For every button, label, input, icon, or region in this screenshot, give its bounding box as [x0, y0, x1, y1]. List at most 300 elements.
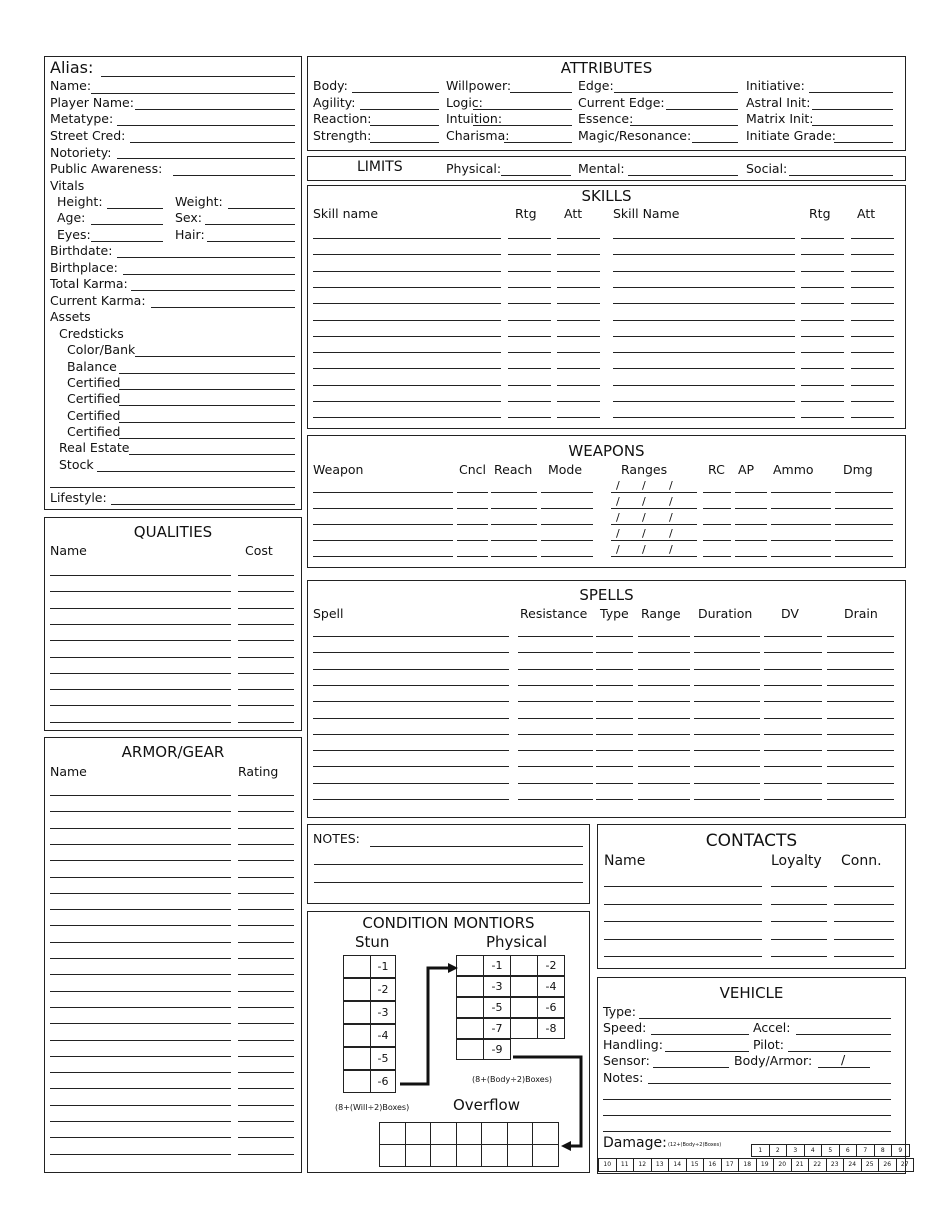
spell-row-7-col-2[interactable] [518, 734, 593, 735]
armor-row-21-col-1[interactable] [50, 1121, 231, 1122]
spell-row-9-col-7[interactable] [827, 766, 894, 767]
spell-row-5-col-7[interactable] [827, 701, 894, 702]
skill-row-4-col-2[interactable] [508, 287, 551, 288]
attr-col1-field-2[interactable] [360, 109, 439, 110]
quality-row-3-col-1[interactable] [50, 608, 231, 609]
armor-row-22-col-2[interactable] [238, 1137, 294, 1138]
spell-row-8-col-7[interactable] [827, 750, 894, 751]
contact-row-3-col-3[interactable] [834, 921, 894, 922]
vehicle-damage-box-11[interactable]: 11 [616, 1158, 635, 1172]
spell-row-10-col-2[interactable] [518, 783, 593, 784]
skill-row-7-col-1[interactable] [313, 336, 501, 337]
attr-col2-field-1[interactable] [510, 92, 572, 93]
armor-row-18-col-2[interactable] [238, 1072, 294, 1073]
stun-modifier-3[interactable]: -3 [370, 1001, 396, 1024]
vehicle-damage-box-25[interactable]: 25 [861, 1158, 880, 1172]
weapon-row-5-col-6[interactable] [703, 556, 731, 557]
armor-row-16-col-2[interactable] [238, 1040, 294, 1041]
contact-row-2-col-3[interactable] [834, 904, 894, 905]
quality-row-9-col-2[interactable] [238, 705, 294, 706]
weapon-row-3-col-3[interactable] [491, 524, 537, 525]
lifestyle-field[interactable] [111, 504, 295, 505]
weapon-row-4-col-9[interactable] [835, 540, 893, 541]
armor-row-8-col-2[interactable] [238, 909, 294, 910]
sex-field[interactable] [205, 224, 295, 225]
armor-row-15-col-2[interactable] [238, 1023, 294, 1024]
attr-col3-field-4[interactable] [692, 142, 738, 143]
spell-row-6-col-4[interactable] [638, 718, 690, 719]
skill-row-5-col-5[interactable] [801, 303, 844, 304]
quality-row-10-col-2[interactable] [238, 722, 294, 723]
contact-row-3-col-1[interactable] [604, 921, 762, 922]
spell-row-6-col-6[interactable] [764, 718, 822, 719]
spell-row-10-col-5[interactable] [694, 783, 760, 784]
spell-row-5-col-4[interactable] [638, 701, 690, 702]
spell-row-7-col-4[interactable] [638, 734, 690, 735]
armor-row-18-col-1[interactable] [50, 1072, 231, 1073]
quality-row-4-col-1[interactable] [50, 624, 231, 625]
vehicle-damage-box-19[interactable]: 19 [756, 1158, 775, 1172]
contact-row-4-col-2[interactable] [771, 939, 827, 940]
limits-physical-field[interactable] [501, 175, 571, 176]
contact-row-4-col-1[interactable] [604, 939, 762, 940]
overflow-box-14[interactable] [532, 1144, 559, 1167]
armor-row-10-col-1[interactable] [50, 942, 231, 943]
weapon-row-5-col-5[interactable] [611, 556, 697, 557]
skill-row-4-col-5[interactable] [801, 287, 844, 288]
quality-row-9-col-1[interactable] [50, 705, 231, 706]
color-bank-field[interactable] [135, 356, 295, 357]
skill-row-2-col-5[interactable] [801, 254, 844, 255]
stun-box-6[interactable] [343, 1070, 371, 1093]
skill-row-6-col-5[interactable] [801, 320, 844, 321]
attr-col4-field-4[interactable] [834, 142, 893, 143]
skill-row-5-col-2[interactable] [508, 303, 551, 304]
vehicle-accel-field[interactable] [796, 1034, 891, 1035]
weapon-row-1-col-3[interactable] [491, 492, 537, 493]
spell-row-5-col-2[interactable] [518, 701, 593, 702]
overflow-box-13[interactable] [507, 1144, 534, 1167]
armor-row-12-col-2[interactable] [238, 974, 294, 975]
name-field[interactable] [91, 93, 295, 94]
spell-row-1-col-6[interactable] [764, 636, 822, 637]
skill-row-1-col-3[interactable] [557, 238, 600, 239]
overflow-box-12[interactable] [481, 1144, 508, 1167]
weapon-row-3-col-6[interactable] [703, 524, 731, 525]
spell-row-11-col-4[interactable] [638, 799, 690, 800]
vehicle-body-armor-field[interactable] [818, 1067, 870, 1068]
limits-social-field[interactable] [789, 175, 893, 176]
vehicle-type-field[interactable] [639, 1018, 891, 1019]
physical-modifier-b-3[interactable]: -6 [537, 997, 565, 1018]
stock-field-extra[interactable] [50, 487, 295, 488]
spell-row-10-col-3[interactable] [596, 783, 633, 784]
skill-row-3-col-5[interactable] [801, 271, 844, 272]
birthplace-field[interactable] [123, 274, 295, 275]
armor-row-19-col-2[interactable] [238, 1088, 294, 1089]
weapon-row-5-col-2[interactable] [457, 556, 488, 557]
spell-row-4-col-5[interactable] [694, 685, 760, 686]
spell-row-5-col-5[interactable] [694, 701, 760, 702]
attr-col4-field-2[interactable] [812, 109, 893, 110]
weapon-row-4-col-4[interactable] [541, 540, 593, 541]
notes-line-1[interactable] [370, 846, 583, 847]
skill-row-1-col-5[interactable] [801, 238, 844, 239]
weapon-row-1-col-1[interactable] [313, 492, 453, 493]
spell-row-9-col-5[interactable] [694, 766, 760, 767]
vehicle-damage-box-3[interactable]: 3 [786, 1144, 805, 1157]
spell-row-3-col-4[interactable] [638, 669, 690, 670]
skill-row-12-col-1[interactable] [313, 417, 501, 418]
physical-modifier-a-5[interactable]: -9 [483, 1039, 511, 1060]
spell-row-2-col-5[interactable] [694, 652, 760, 653]
vehicle-notes-line-3[interactable] [603, 1115, 891, 1116]
notes-line-2[interactable] [314, 864, 583, 865]
player-name-field[interactable] [135, 109, 295, 110]
weapon-row-4-col-2[interactable] [457, 540, 488, 541]
weapon-row-3-col-1[interactable] [313, 524, 453, 525]
birthdate-field[interactable] [117, 257, 295, 258]
overflow-box-6[interactable] [507, 1122, 534, 1145]
stock-field[interactable] [97, 471, 295, 472]
skill-row-7-col-5[interactable] [801, 336, 844, 337]
vehicle-notes-line-4[interactable] [603, 1131, 891, 1132]
armor-row-14-col-2[interactable] [238, 1007, 294, 1008]
spell-row-2-col-4[interactable] [638, 652, 690, 653]
skill-row-2-col-3[interactable] [557, 254, 600, 255]
weapon-row-3-col-7[interactable] [735, 524, 767, 525]
hair-field[interactable] [207, 241, 295, 242]
contact-row-3-col-2[interactable] [771, 921, 827, 922]
current-karma-field[interactable] [151, 307, 295, 308]
skill-row-7-col-2[interactable] [508, 336, 551, 337]
attr-col1-field-4[interactable] [370, 142, 439, 143]
vehicle-notes-line-1[interactable] [648, 1083, 891, 1084]
stun-box-3[interactable] [343, 1001, 371, 1024]
overflow-box-2[interactable] [405, 1122, 432, 1145]
vehicle-damage-box-9[interactable]: 9 [891, 1144, 910, 1157]
overflow-box-3[interactable] [430, 1122, 457, 1145]
spell-row-3-col-7[interactable] [827, 669, 894, 670]
vehicle-damage-box-17[interactable]: 17 [721, 1158, 740, 1172]
stun-box-5[interactable] [343, 1047, 371, 1070]
quality-row-3-col-2[interactable] [238, 608, 294, 609]
spell-row-4-col-6[interactable] [764, 685, 822, 686]
skill-row-3-col-2[interactable] [508, 271, 551, 272]
overflow-box-11[interactable] [456, 1144, 483, 1167]
vehicle-damage-box-23[interactable]: 23 [826, 1158, 845, 1172]
physical-box-a-5[interactable] [456, 1039, 484, 1060]
stun-modifier-6[interactable]: -6 [370, 1070, 396, 1093]
weapon-row-3-col-4[interactable] [541, 524, 593, 525]
attr-col2-field-4[interactable] [504, 142, 572, 143]
skill-row-9-col-3[interactable] [557, 368, 600, 369]
spell-row-11-col-5[interactable] [694, 799, 760, 800]
stun-box-1[interactable] [343, 955, 371, 978]
skill-row-11-col-2[interactable] [508, 401, 551, 402]
armor-row-7-col-2[interactable] [238, 893, 294, 894]
physical-box-b-1[interactable] [510, 955, 538, 976]
overflow-box-5[interactable] [481, 1122, 508, 1145]
spell-row-8-col-5[interactable] [694, 750, 760, 751]
vehicle-damage-box-4[interactable]: 4 [804, 1144, 823, 1157]
attr-col1-field-3[interactable] [370, 125, 439, 126]
physical-modifier-b-1[interactable]: -2 [537, 955, 565, 976]
armor-row-4-col-1[interactable] [50, 844, 231, 845]
stun-modifier-2[interactable]: -2 [370, 978, 396, 1001]
skill-row-8-col-6[interactable] [851, 352, 894, 353]
skill-row-5-col-1[interactable] [313, 303, 501, 304]
quality-row-2-col-2[interactable] [238, 591, 294, 592]
spell-row-6-col-7[interactable] [827, 718, 894, 719]
skill-row-8-col-5[interactable] [801, 352, 844, 353]
armor-row-14-col-1[interactable] [50, 1007, 231, 1008]
spell-row-7-col-3[interactable] [596, 734, 633, 735]
attr-col3-field-1[interactable] [614, 92, 738, 93]
weapon-row-4-col-8[interactable] [771, 540, 831, 541]
spell-row-11-col-3[interactable] [596, 799, 633, 800]
physical-box-a-3[interactable] [456, 997, 484, 1018]
spell-row-8-col-1[interactable] [313, 750, 509, 751]
armor-row-1-col-1[interactable] [50, 795, 231, 796]
spell-row-3-col-6[interactable] [764, 669, 822, 670]
skill-row-2-col-1[interactable] [313, 254, 501, 255]
weapon-row-3-col-8[interactable] [771, 524, 831, 525]
skill-row-8-col-2[interactable] [508, 352, 551, 353]
physical-box-a-2[interactable] [456, 976, 484, 997]
spell-row-2-col-3[interactable] [596, 652, 633, 653]
spell-row-4-col-1[interactable] [313, 685, 509, 686]
skill-row-3-col-6[interactable] [851, 271, 894, 272]
spell-row-2-col-2[interactable] [518, 652, 593, 653]
vehicle-sensor-field[interactable] [653, 1067, 729, 1068]
skill-row-3-col-1[interactable] [313, 271, 501, 272]
overflow-box-1[interactable] [379, 1122, 406, 1145]
skill-row-11-col-4[interactable] [613, 401, 795, 402]
armor-row-1-col-2[interactable] [238, 795, 294, 796]
physical-modifier-b-2[interactable]: -4 [537, 976, 565, 997]
armor-row-3-col-1[interactable] [50, 828, 231, 829]
weapon-row-1-col-2[interactable] [457, 492, 488, 493]
weapon-row-1-col-7[interactable] [735, 492, 767, 493]
weapon-row-1-col-8[interactable] [771, 492, 831, 493]
spell-row-10-col-1[interactable] [313, 783, 509, 784]
total-karma-field[interactable] [131, 290, 295, 291]
physical-modifier-a-1[interactable]: -1 [483, 955, 511, 976]
armor-row-2-col-1[interactable] [50, 811, 231, 812]
stun-modifier-1[interactable]: -1 [370, 955, 396, 978]
certified-field-3[interactable] [119, 422, 295, 423]
spell-row-2-col-6[interactable] [764, 652, 822, 653]
skill-row-11-col-6[interactable] [851, 401, 894, 402]
spell-row-4-col-3[interactable] [596, 685, 633, 686]
skill-row-7-col-3[interactable] [557, 336, 600, 337]
skill-row-10-col-3[interactable] [557, 385, 600, 386]
armor-row-8-col-1[interactable] [50, 909, 231, 910]
quality-row-7-col-1[interactable] [50, 673, 231, 674]
stun-modifier-5[interactable]: -5 [370, 1047, 396, 1070]
vehicle-damage-box-1[interactable]: 1 [751, 1144, 770, 1157]
spell-row-8-col-2[interactable] [518, 750, 593, 751]
vehicle-damage-box-15[interactable]: 15 [686, 1158, 705, 1172]
spell-row-6-col-1[interactable] [313, 718, 509, 719]
skill-row-12-col-2[interactable] [508, 417, 551, 418]
street-cred-field[interactable] [130, 142, 295, 143]
spell-row-11-col-6[interactable] [764, 799, 822, 800]
armor-row-17-col-1[interactable] [50, 1056, 231, 1057]
quality-row-5-col-1[interactable] [50, 640, 231, 641]
attr-col4-field-3[interactable] [812, 125, 893, 126]
skill-row-4-col-1[interactable] [313, 287, 501, 288]
physical-box-b-4[interactable] [510, 1018, 538, 1039]
weapon-row-5-col-8[interactable] [771, 556, 831, 557]
quality-row-8-col-2[interactable] [238, 689, 294, 690]
skill-row-4-col-6[interactable] [851, 287, 894, 288]
attr-col1-field-1[interactable] [352, 92, 439, 93]
skill-row-1-col-2[interactable] [508, 238, 551, 239]
physical-modifier-b-4[interactable]: -8 [537, 1018, 565, 1039]
attr-col2-field-2[interactable] [473, 109, 572, 110]
vehicle-damage-box-8[interactable]: 8 [874, 1144, 893, 1157]
certified-field-4[interactable] [119, 438, 295, 439]
alias-field[interactable] [101, 76, 295, 77]
armor-row-9-col-1[interactable] [50, 925, 231, 926]
spell-row-5-col-1[interactable] [313, 701, 509, 702]
skill-row-8-col-4[interactable] [613, 352, 795, 353]
vehicle-damage-box-20[interactable]: 20 [773, 1158, 792, 1172]
spell-row-11-col-7[interactable] [827, 799, 894, 800]
vehicle-damage-box-24[interactable]: 24 [843, 1158, 862, 1172]
spell-row-11-col-1[interactable] [313, 799, 509, 800]
spell-row-4-col-7[interactable] [827, 685, 894, 686]
spell-row-3-col-5[interactable] [694, 669, 760, 670]
armor-row-2-col-2[interactable] [238, 811, 294, 812]
weapon-row-3-col-5[interactable] [611, 524, 697, 525]
stun-modifier-4[interactable]: -4 [370, 1024, 396, 1047]
skill-row-9-col-6[interactable] [851, 368, 894, 369]
skill-row-12-col-6[interactable] [851, 417, 894, 418]
spell-row-9-col-4[interactable] [638, 766, 690, 767]
skill-row-1-col-1[interactable] [313, 238, 501, 239]
armor-row-6-col-2[interactable] [238, 877, 294, 878]
spell-row-7-col-6[interactable] [764, 734, 822, 735]
spell-row-9-col-3[interactable] [596, 766, 633, 767]
skill-row-9-col-4[interactable] [613, 368, 795, 369]
spell-row-9-col-6[interactable] [764, 766, 822, 767]
weapon-row-1-col-4[interactable] [541, 492, 593, 493]
weapon-row-2-col-4[interactable] [541, 508, 593, 509]
skill-row-10-col-4[interactable] [613, 385, 795, 386]
skill-row-7-col-6[interactable] [851, 336, 894, 337]
armor-row-16-col-1[interactable] [50, 1040, 231, 1041]
overflow-box-4[interactable] [456, 1122, 483, 1145]
armor-row-11-col-1[interactable] [50, 958, 231, 959]
armor-row-17-col-2[interactable] [238, 1056, 294, 1057]
weapon-row-2-col-3[interactable] [491, 508, 537, 509]
quality-row-8-col-1[interactable] [50, 689, 231, 690]
contact-row-2-col-1[interactable] [604, 904, 762, 905]
skill-row-11-col-3[interactable] [557, 401, 600, 402]
vehicle-speed-field[interactable] [651, 1034, 749, 1035]
spell-row-3-col-2[interactable] [518, 669, 593, 670]
certified-field-2[interactable] [119, 405, 295, 406]
spell-row-4-col-4[interactable] [638, 685, 690, 686]
spell-row-2-col-1[interactable] [313, 652, 509, 653]
overflow-box-9[interactable] [405, 1144, 432, 1167]
armor-row-13-col-1[interactable] [50, 991, 231, 992]
vehicle-damage-box-14[interactable]: 14 [668, 1158, 687, 1172]
skill-row-9-col-2[interactable] [508, 368, 551, 369]
quality-row-2-col-1[interactable] [50, 591, 231, 592]
physical-modifier-a-2[interactable]: -3 [483, 976, 511, 997]
weapon-row-2-col-6[interactable] [703, 508, 731, 509]
weapon-row-2-col-5[interactable] [611, 508, 697, 509]
skill-row-11-col-1[interactable] [313, 401, 501, 402]
stun-box-4[interactable] [343, 1024, 371, 1047]
spell-row-7-col-1[interactable] [313, 734, 509, 735]
spell-row-8-col-4[interactable] [638, 750, 690, 751]
skill-row-5-col-4[interactable] [613, 303, 795, 304]
vehicle-damage-box-10[interactable]: 10 [598, 1158, 617, 1172]
vehicle-damage-box-16[interactable]: 16 [703, 1158, 722, 1172]
weapon-row-2-col-2[interactable] [457, 508, 488, 509]
contact-row-5-col-3[interactable] [834, 956, 894, 957]
physical-box-b-3[interactable] [510, 997, 538, 1018]
quality-row-7-col-2[interactable] [238, 673, 294, 674]
vehicle-damage-box-18[interactable]: 18 [738, 1158, 757, 1172]
weapon-row-4-col-6[interactable] [703, 540, 731, 541]
spell-row-1-col-1[interactable] [313, 636, 509, 637]
spell-row-2-col-7[interactable] [827, 652, 894, 653]
skill-row-5-col-6[interactable] [851, 303, 894, 304]
overflow-box-7[interactable] [532, 1122, 559, 1145]
skill-row-8-col-3[interactable] [557, 352, 600, 353]
vehicle-damage-box-5[interactable]: 5 [821, 1144, 840, 1157]
armor-row-4-col-2[interactable] [238, 844, 294, 845]
weapon-row-3-col-2[interactable] [457, 524, 488, 525]
armor-row-3-col-2[interactable] [238, 828, 294, 829]
skill-row-7-col-4[interactable] [613, 336, 795, 337]
weapon-row-4-col-7[interactable] [735, 540, 767, 541]
skill-row-10-col-5[interactable] [801, 385, 844, 386]
weight-field[interactable] [228, 208, 295, 209]
weapon-row-3-col-9[interactable] [835, 524, 893, 525]
public-awareness-field[interactable] [173, 175, 295, 176]
spell-row-1-col-4[interactable] [638, 636, 690, 637]
armor-row-22-col-1[interactable] [50, 1137, 231, 1138]
contact-row-4-col-3[interactable] [834, 939, 894, 940]
spell-row-5-col-3[interactable] [596, 701, 633, 702]
spell-row-3-col-1[interactable] [313, 669, 509, 670]
spell-row-6-col-3[interactable] [596, 718, 633, 719]
vehicle-damage-box-26[interactable]: 26 [878, 1158, 897, 1172]
contact-row-1-col-2[interactable] [771, 886, 827, 887]
notoriety-field[interactable] [117, 158, 295, 159]
balance-field[interactable] [119, 373, 295, 374]
vehicle-damage-box-21[interactable]: 21 [791, 1158, 810, 1172]
skill-row-3-col-3[interactable] [557, 271, 600, 272]
skill-row-10-col-1[interactable] [313, 385, 501, 386]
skill-row-6-col-6[interactable] [851, 320, 894, 321]
spell-row-1-col-2[interactable] [518, 636, 593, 637]
spell-row-7-col-7[interactable] [827, 734, 894, 735]
skill-row-10-col-6[interactable] [851, 385, 894, 386]
stun-box-2[interactable] [343, 978, 371, 1001]
vehicle-damage-box-2[interactable]: 2 [769, 1144, 788, 1157]
spell-row-7-col-5[interactable] [694, 734, 760, 735]
vehicle-damage-box-27[interactable]: 27 [896, 1158, 915, 1172]
armor-row-23-col-1[interactable] [50, 1154, 231, 1155]
